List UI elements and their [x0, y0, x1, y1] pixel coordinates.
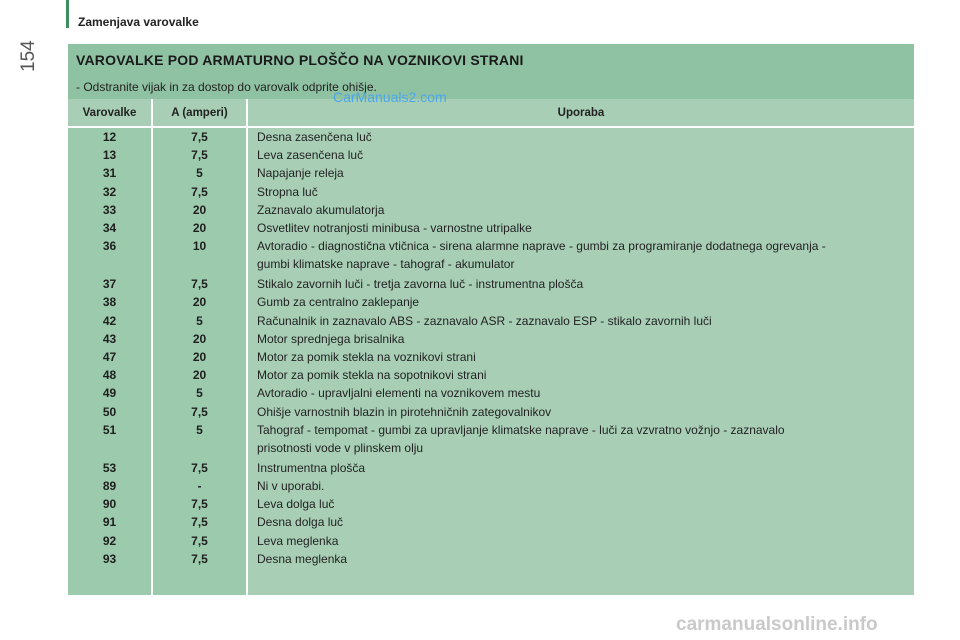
fuse-usage — [257, 201, 907, 219]
fuse-amperage: 7,5 — [191, 551, 208, 566]
fuse-usage-line: Tahograf - tempomat - gumbi za upravljanje klimatske naprave - luči za vzvratno vožnjo - zaznavalo — [257, 422, 785, 437]
fuse-amperage: 20 — [192, 202, 207, 217]
fuse-usage — [257, 403, 907, 421]
fuse-number: 43 — [102, 331, 117, 346]
fuse-panel — [68, 44, 914, 595]
fuse-usage-line: Desna dolga luč — [257, 515, 344, 530]
fuse-amperage: 7,5 — [191, 277, 208, 292]
fuse-amperage: 20 — [192, 350, 207, 364]
fuse-amperage: 7,5 — [191, 130, 208, 144]
fuse-amperage: 10 — [192, 239, 207, 254]
fuse-amperage: 5 — [196, 386, 203, 401]
fuse-usage-line: Avtoradio - diagnostična vtičnica - sirena alarmne naprave - gumbi za programiranje dodatnega ogrevanja - — [257, 239, 826, 254]
fuse-usage — [257, 550, 907, 568]
fuse-usage — [257, 330, 907, 348]
fuse-usage — [257, 384, 907, 402]
fuse-usage-line: Stikalo zavornih luči - tretja zavorna luč - instrumentna plošča — [257, 277, 584, 292]
fuse-usage — [257, 421, 907, 457]
fuse-number: 37 — [102, 277, 117, 292]
fuse-number: 48 — [102, 368, 117, 383]
fuse-usage-line: prisotnosti vode v plinskem olju — [257, 440, 424, 455]
fuse-usage — [257, 275, 907, 293]
fuse-number: 93 — [102, 551, 117, 566]
fuse-number: 33 — [102, 202, 117, 217]
fuse-usage-line: Motor za pomik stekla na sopotnikovi strani — [257, 368, 487, 383]
fuse-amperage: 7,5 — [191, 497, 208, 512]
fuse-number: 32 — [102, 184, 117, 199]
fuse-usage — [257, 366, 907, 384]
fuse-number: 12 — [102, 130, 117, 144]
fuse-usage — [257, 183, 907, 201]
fuse-usage-line: Motor sprednjega brisalnika — [257, 331, 405, 346]
fuse-amperage: 20 — [192, 368, 207, 383]
fuse-amperage: - — [197, 479, 202, 493]
fuse-amperage: 20 — [192, 331, 207, 346]
panel-subtitle: - Odstranite vijak in za dostop do varovalk odprite ohišje. — [76, 80, 377, 94]
fuse-number: 34 — [102, 221, 117, 235]
fuse-usage — [257, 128, 907, 146]
page-number: 154 — [18, 40, 39, 72]
fuse-usage — [257, 293, 907, 311]
fuse-amperage: 20 — [192, 221, 207, 235]
fuse-number: 31 — [102, 166, 117, 181]
fuse-number: 50 — [102, 404, 117, 419]
fuse-amperage: 5 — [196, 166, 203, 181]
fuse-usage-line: gumbi klimatske naprave - tahograf - akumulator — [257, 257, 515, 272]
fuse-amperage: 7,5 — [191, 533, 208, 548]
fuse-usage-line: Računalnik in zaznavalo ABS - zaznavalo ASR - zaznavalo ESP - stikalo zavornih luči — [257, 313, 712, 328]
fuse-number: 53 — [102, 460, 117, 475]
fuse-amperage: 20 — [192, 295, 207, 310]
fuse-number: 91 — [102, 515, 117, 530]
fuse-amperage: 7,5 — [191, 515, 208, 530]
fuse-usage-line: Leva meglenka — [257, 533, 339, 548]
fuse-number: 51 — [102, 422, 117, 437]
fuse-usage-line: Leva dolga luč — [257, 497, 335, 512]
fuse-usage-line: Osvetlitev notranjosti minibusa - varnostne utripalke — [257, 221, 532, 235]
fuse-usage — [257, 495, 907, 513]
fuse-amperage: 7,5 — [191, 404, 208, 419]
fuse-amperage: 7,5 — [191, 460, 208, 475]
fuse-usage — [257, 312, 907, 330]
fuse-usage-line: Avtoradio - upravljalni elementi na voznikovem mestu — [257, 386, 541, 401]
column-header-usage: Uporaba — [248, 99, 914, 128]
fuse-number: 42 — [102, 313, 117, 328]
fuse-usage — [257, 237, 907, 273]
fuse-number: 36 — [102, 239, 117, 254]
fuse-number: 47 — [102, 350, 117, 364]
fuse-usage — [257, 146, 907, 164]
fuse-number: 49 — [102, 386, 117, 401]
fuse-number: 90 — [102, 497, 117, 512]
fuse-amperage: 5 — [196, 313, 203, 328]
fuse-usage-line: Gumb za centralno zaklepanje — [257, 295, 420, 310]
fuse-number: 92 — [102, 533, 117, 548]
fuse-usage — [257, 164, 907, 182]
fuse-usage-line: Ni v uporabi. — [257, 479, 325, 493]
column-header-amps: A (amperi) — [153, 99, 246, 128]
fuse-amperage: 7,5 — [191, 148, 208, 163]
fuse-usage-line: Ohišje varnostnih blazin in pirotehničnih zategovalnikov — [257, 404, 552, 419]
fuse-usage-line: Zaznavalo akumulatorja — [257, 202, 385, 217]
fuse-usage — [257, 477, 907, 495]
fuse-amperage: 5 — [196, 422, 203, 437]
fuse-usage-line: Stropna luč — [257, 184, 318, 199]
fuse-usage — [257, 459, 907, 477]
fuse-amperage: 7,5 — [191, 184, 208, 199]
fuse-usage — [257, 513, 907, 531]
column-header-fuses: Varovalke — [68, 99, 151, 128]
fuse-usage-line: Motor za pomik stekla na voznikovi strani — [257, 350, 476, 364]
fuse-usage-line: Desna zasenčena luč — [257, 130, 372, 144]
panel-header — [68, 44, 914, 99]
fuse-usage-line: Napajanje releja — [257, 166, 344, 181]
fuse-usage-line: Desna meglenka — [257, 551, 348, 566]
fuse-usage — [257, 219, 907, 237]
fuse-usage-line: Instrumentna plošča — [257, 460, 366, 475]
section-accent-bar — [66, 0, 69, 28]
fuse-usage — [257, 348, 907, 366]
fuse-number: 13 — [102, 148, 117, 163]
fuse-usage-line: Leva zasenčena luč — [257, 148, 364, 163]
panel-title: VAROVALKE POD ARMATURNO PLOŠČO NA VOZNIKOVI STRANI — [76, 52, 524, 68]
section-title: Zamenjava varovalke — [78, 15, 199, 29]
fuse-number: 38 — [102, 295, 117, 310]
column-divider — [246, 99, 248, 595]
fuse-number: 89 — [102, 479, 117, 493]
watermark-bottom: carmanualsonline.info — [676, 614, 878, 635]
fuse-usage — [257, 532, 907, 550]
watermark-top: CarManuals2.com — [333, 89, 447, 105]
